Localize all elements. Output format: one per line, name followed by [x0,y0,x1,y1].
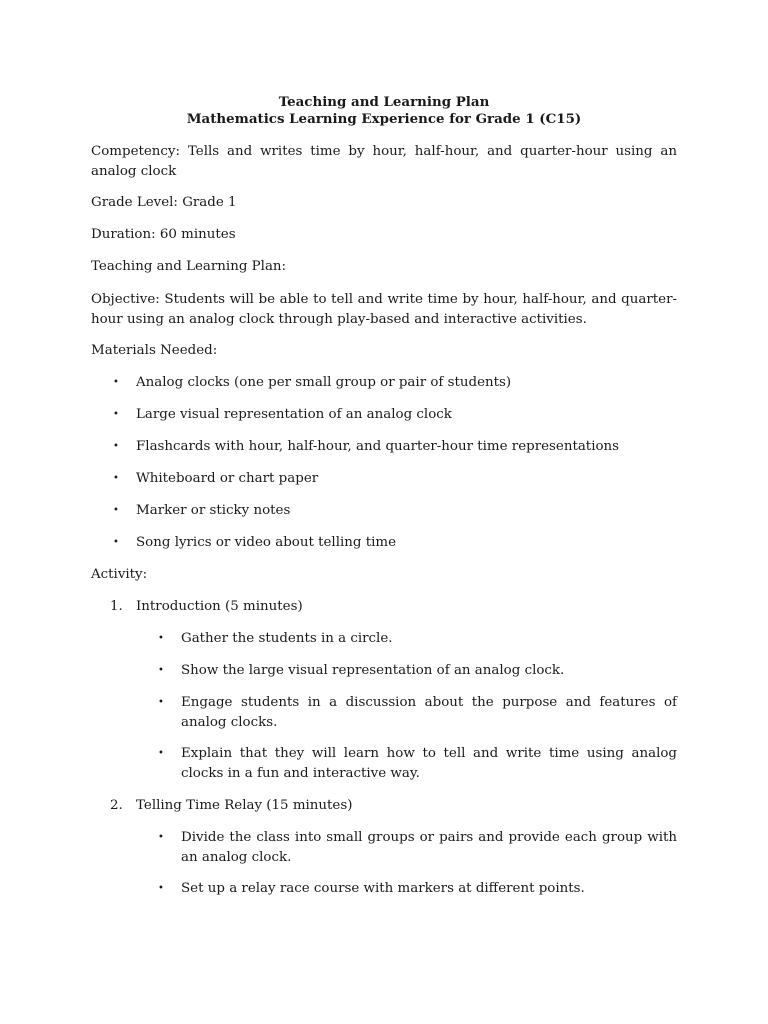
grade-level-text: Grade Level: Grade 1 [91,195,237,210]
activity-heading: Activity: [91,567,148,582]
step-text: Explain that they will learn how to tell and write time using analog clocks in a fun and interactive way. [181,746,677,781]
material-text: Large visual representation of an analog clock [136,407,452,422]
bullet-icon: • [113,537,119,548]
step-text: Divide the class into small groups or pairs and provide each group with an analog clock. [181,830,677,865]
material-text: Flashcards with hour, half-hour, and quarter-hour time representations [136,439,620,454]
bullet-icon: • [158,697,164,708]
bullet-icon: • [158,832,164,843]
bullet-icon: • [113,441,119,452]
bullet-icon: • [113,473,119,484]
material-text: Analog clocks (one per small group or pair of students) [136,375,512,390]
activity-title: Introduction (5 minutes) [136,599,303,614]
bullet-icon: • [158,883,164,894]
bullet-icon: • [158,748,164,759]
bullet-icon: • [113,377,119,388]
material-text: Song lyrics or video about telling time [136,535,396,550]
step-text: Engage students in a discussion about the purpose and features of analog clocks. [181,695,677,730]
material-text: Marker or sticky notes [136,503,291,518]
bullet-icon: • [158,633,164,644]
duration-text: Duration: 60 minutes [91,227,236,242]
materials-heading: Materials Needed: [91,343,218,358]
activity-number: 1. [110,599,123,614]
plan-heading: Teaching and Learning Plan: [91,259,287,274]
competency-text: Competency: Tells and writes time by hour, half-hour, and quarter-hour using an analog clock [91,144,677,179]
material-text: Whiteboard or chart paper [136,471,319,486]
step-text: Set up a relay race course with markers at different points. [181,881,585,896]
document-subtitle: Mathematics Learning Experience for Grade 1 (C15) [186,111,582,127]
step-text: Gather the students in a circle. [181,631,393,646]
activity-title: Telling Time Relay (15 minutes) [136,798,353,813]
activity-number: 2. [110,798,123,813]
bullet-icon: • [113,505,119,516]
document-title: Teaching and Learning Plan [278,94,490,110]
bullet-icon: • [158,665,164,676]
objective-text: Objective: Students will be able to tell and write time by hour, half-hour, and quarter-hour using an analog clock through play-based and interactive activities. [91,292,677,327]
step-text: Show the large visual representation of an analog clock. [181,663,565,678]
bullet-icon: • [113,409,119,420]
